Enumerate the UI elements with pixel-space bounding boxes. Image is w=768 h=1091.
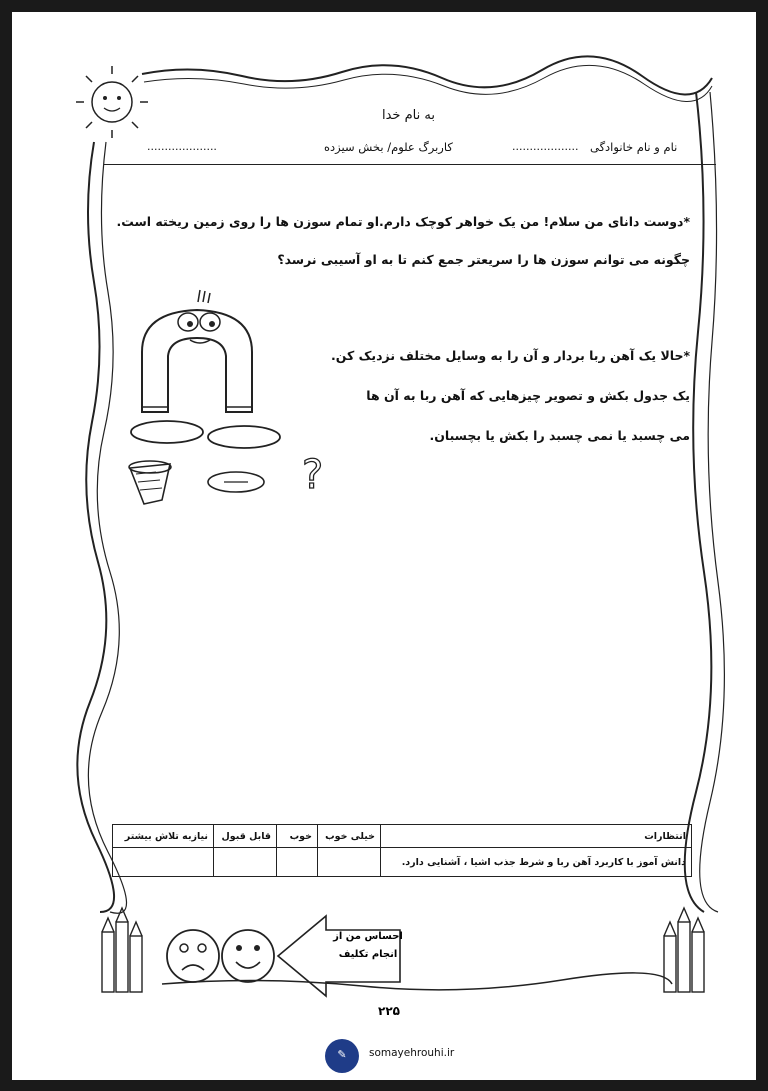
- very-good-cell: [318, 848, 381, 877]
- worksheet-dots: ....................: [147, 140, 217, 153]
- feeling-line-1: احساس من از: [333, 931, 403, 942]
- acceptable-cell: [214, 848, 277, 877]
- site-logo: [325, 1039, 359, 1073]
- feeling-line-2: انجام تکلیف: [338, 949, 398, 960]
- evaluation-table: [112, 824, 692, 877]
- happy-face-icon: [222, 930, 274, 982]
- decorative-frame: [12, 12, 756, 1080]
- header-needs-more-effort: نیازبه تلاش بیشتر: [113, 825, 214, 848]
- sad-face-icon: [167, 930, 219, 982]
- footer-website[interactable]: somayehrouhi.ir: [369, 1047, 455, 1059]
- instruction-paragraph-2: یک جدول بکش و تصویر چیزهایی که آهن ربا به آن ها: [366, 388, 690, 403]
- question-mark-icon: ?: [302, 452, 324, 498]
- expectation-cell: دانش آموز با کاربرد آهن ربا و شرط جذب اشیا ، آشنایی دارد.: [381, 848, 692, 877]
- pencils-left-illustration: [102, 908, 142, 992]
- needs-effort-cell: [113, 848, 214, 877]
- pencils-right-illustration: [664, 908, 704, 992]
- header-divider: [104, 164, 716, 165]
- feeling-label: [332, 928, 404, 964]
- header-expectations: انتظارات: [381, 825, 692, 848]
- table-header-row: [113, 825, 692, 848]
- worksheet-page: [12, 12, 756, 1080]
- sun-icon: [76, 66, 148, 138]
- question-paragraph-1: *دوست دانای من سلام! من یک خواهر کوچک دارم.او تمام سوزن ها را روی زمین ریخته است.: [116, 214, 690, 229]
- family-name-dots: ...................: [512, 140, 579, 153]
- question-paragraph-2: چگونه می توانم سوزن ها را سریعتر جمع کنم تا به او آسیبی نرسد؟: [277, 252, 690, 267]
- instruction-paragraph-1: *حالا یک آهن ربا بردار و آن را به وسایل مختلف نزدیک کن.: [331, 348, 690, 363]
- logo-mark-icon: ✎: [337, 1048, 347, 1061]
- magnet-character-illustration: [131, 290, 280, 448]
- instruction-paragraph-3: می چسبد یا نمی چسبد را بکش یا بچسبان.: [429, 428, 690, 443]
- header-good: خوب: [277, 825, 318, 848]
- table-row: [113, 848, 692, 877]
- page-number: ۲۲۵: [378, 1004, 400, 1018]
- good-cell: [277, 848, 318, 877]
- coin-illustration: [208, 472, 264, 492]
- family-name-label: نام و نام خانوادگی: [590, 140, 678, 154]
- page-title: به نام خدا: [382, 108, 435, 123]
- thimble-illustration: [129, 461, 171, 504]
- header-very-good: خیلی خوب: [318, 825, 381, 848]
- worksheet-label: کاربرگ علوم/ بخش سیزده: [324, 140, 453, 154]
- header-acceptable: قابل قبول: [214, 825, 277, 848]
